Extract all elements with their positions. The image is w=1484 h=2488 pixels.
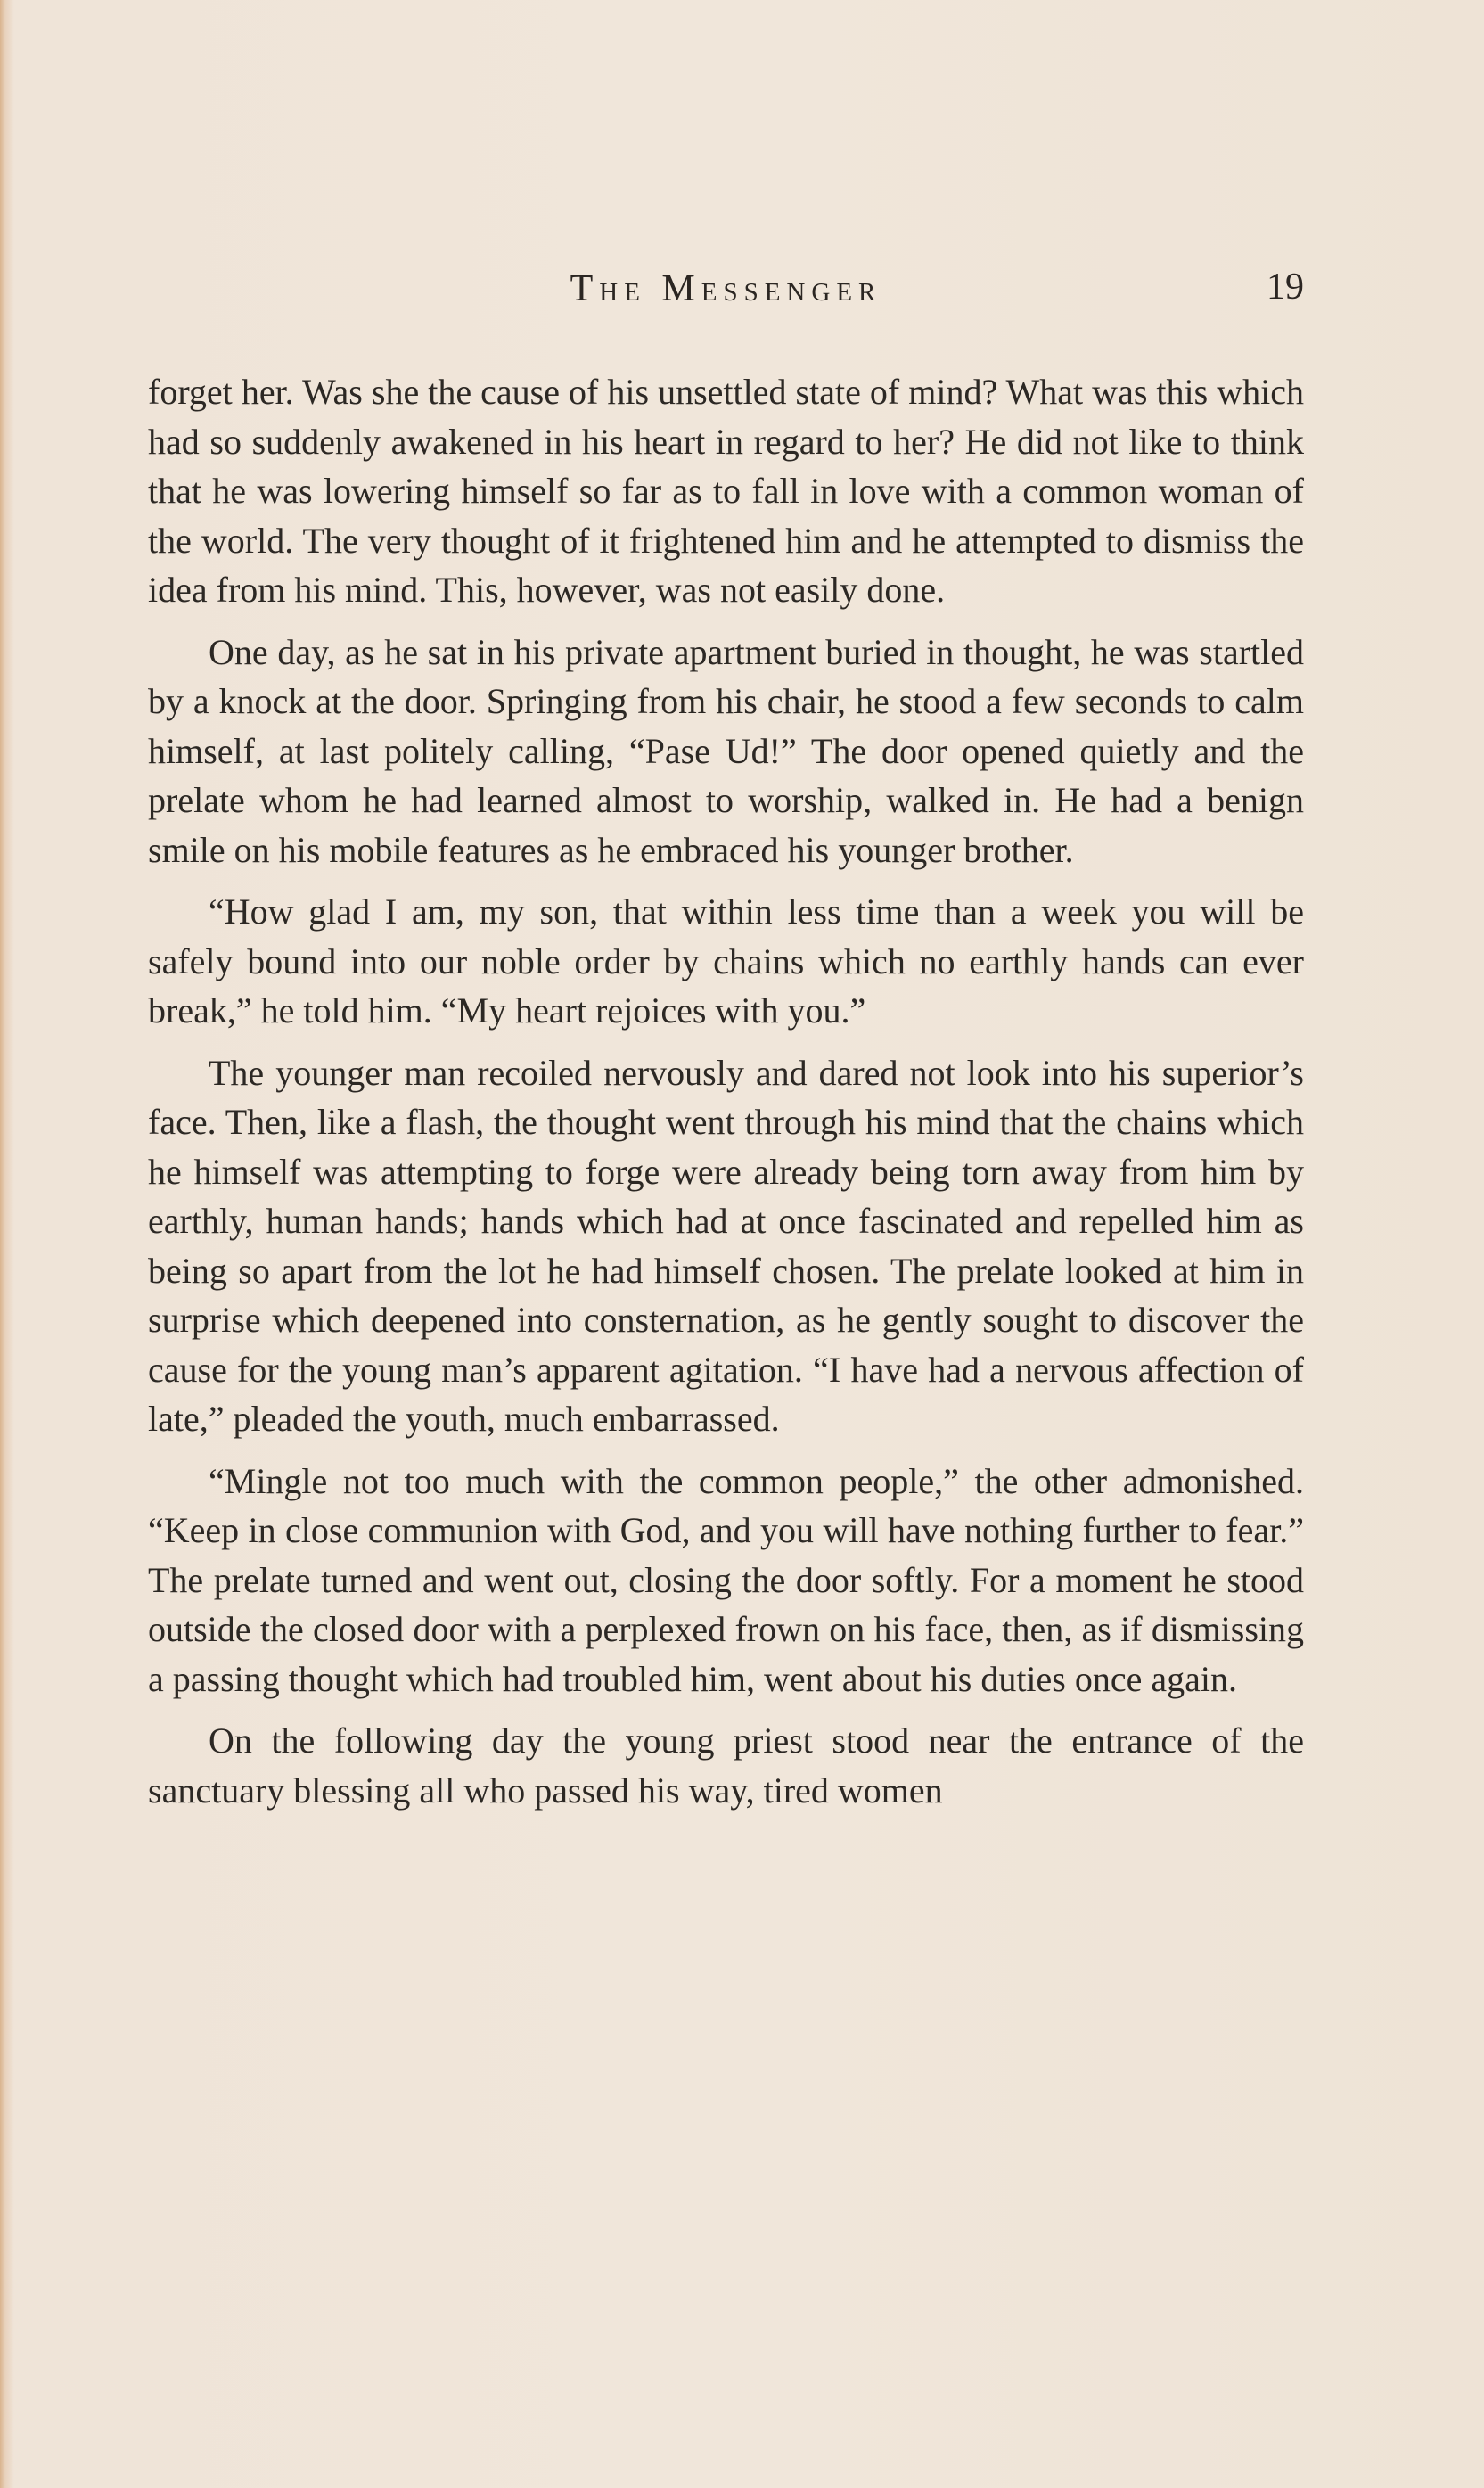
paragraph: “How glad I am, my son, that within less time than a week you will be safely bound into our noble order by chains which no earthly hands can ever break,” he told him. “My heart rejoices with you.” [148,891,1304,1031]
paragraph: On the following day the young priest stood near the entrance of the sanctuary blessing all who passed his way, tired women [148,1720,1304,1811]
paragraph: forget her. Was she the cause of his unsettled state of mind? What was this which had so suddenly awakened in his heart in regard to her? He did not like to think that he was lowering himself so far as to fall in love with a common woman of the world. The very thought of it frightened him and he attempted to dismiss the idea from his mind. This, however, was not easily done. [148,372,1304,610]
body-text [148,367,1304,1827]
page-header [148,267,1304,324]
running-title: The Messenger [570,268,882,309]
page-number: 19 [1267,267,1304,308]
paragraph: The younger man recoiled nervously and dared not look into his superior’s face. Then, like a flash, the thought went through his mind that the chains which he himself was attempting to forge were already being torn away from him by earthly, human hands; hands which had at once fascinated and repelled him as being so apart from the lot he had himself chosen. The prelate looked at him in surprise which deepened into consternation, as he gently sought to discover the cause for the young man’s apparent agitation. “I have had a nervous affection of late,” pleaded the youth, much embarrassed. [148,1052,1304,1439]
paragraph: “Mingle not too much with the common people,” the other admonished. “Keep in close communion with God, and you will have nothing further to fear.” The prelate turned and went out, closing the door softly. For a moment he stood outside the closed door with a perplexed frown on his face, then, as if dismissing a passing thought which had troubled him, went about his duties once again. [148,1460,1304,1699]
paragraph: One day, as he sat in his private apartment buried in thought, he was startled by a knock at the door. Springing from his chair, he stood a few seconds to calm himself, at last politely calling, “Pase Ud!” The door opened quietly and the prelate whom he had learned almost to worship, walked in. He had a benign smile on his mobile features as he embraced his younger brother. [148,631,1304,870]
